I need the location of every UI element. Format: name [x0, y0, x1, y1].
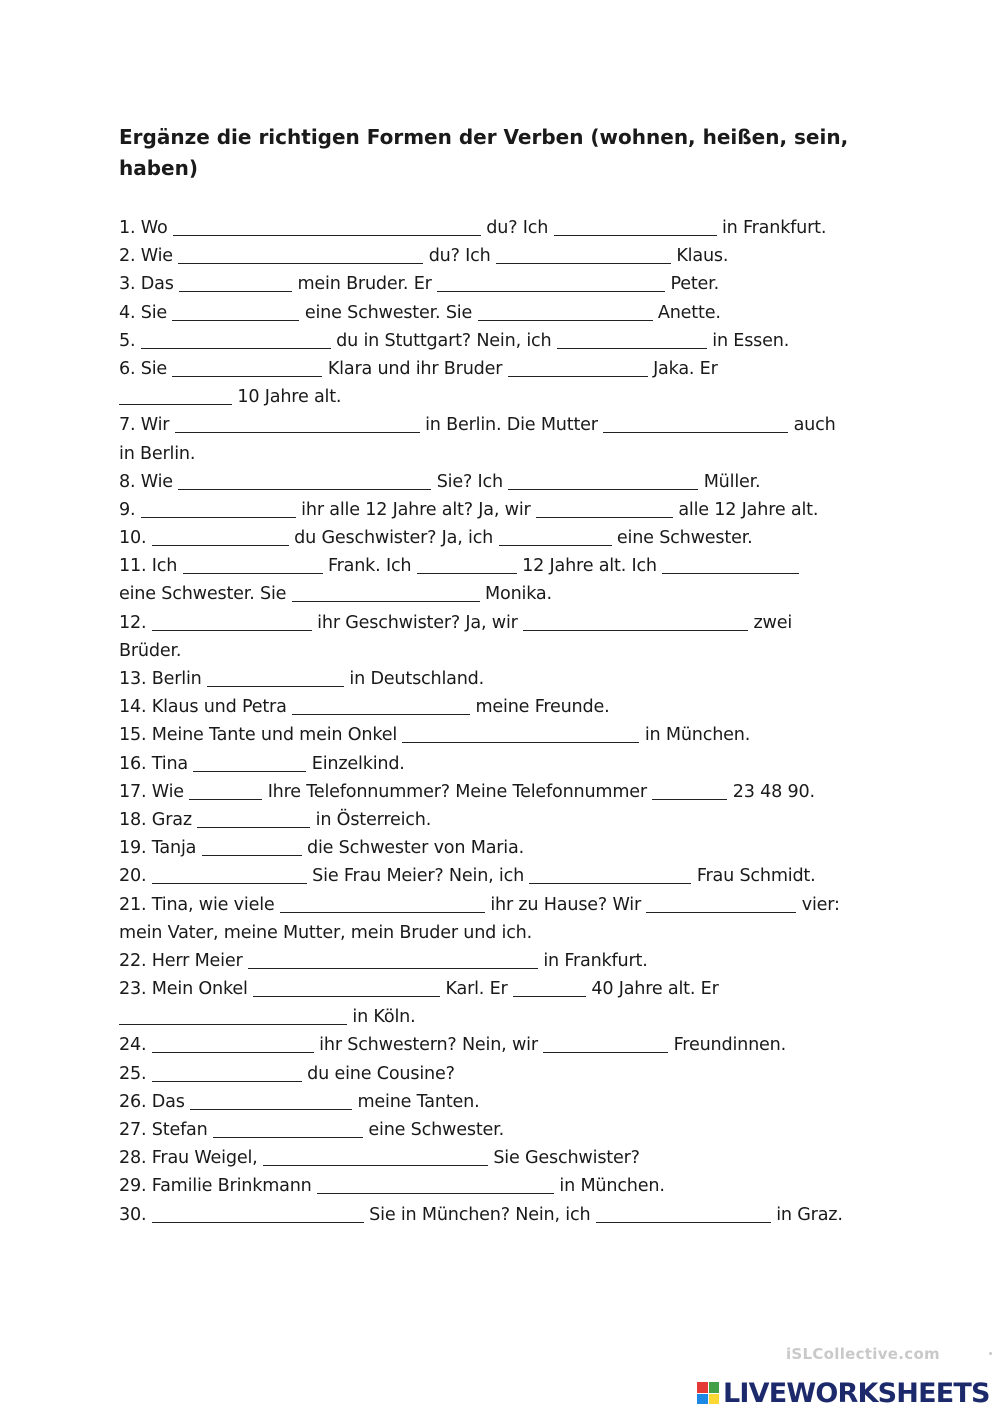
answer-blank[interactable]: [119, 1006, 347, 1025]
answer-blank[interactable]: [172, 358, 322, 377]
exercise-line: [119, 1172, 894, 1200]
exercise-text: 12 Jahre alt. Ich: [516, 556, 663, 577]
exercise-text: 10.: [119, 528, 152, 549]
exercise-line: [119, 411, 894, 439]
exercise-text: 5.: [119, 330, 141, 351]
answer-blank[interactable]: [496, 245, 671, 264]
exercise-text: in Österreich.: [310, 809, 432, 830]
exercise-text: 20.: [119, 866, 152, 887]
logo-square: [697, 1394, 708, 1405]
logo-square: [697, 1382, 708, 1393]
exercise-text: 27. Stefan: [119, 1120, 213, 1140]
exercise-text: Sie Geschwister?: [487, 1148, 640, 1169]
exercise-text: 2. Wie: [119, 246, 179, 267]
exercise-text: mein Bruder. Er: [292, 274, 438, 295]
exercise-text: Sie in München? Nein, ich: [363, 1204, 596, 1225]
exercise-text: Einzelkind.: [306, 753, 405, 774]
exercise-text: ihr zu Hause? Wir: [484, 894, 647, 915]
exercise-text: 23 48 90.: [727, 781, 815, 802]
exercise-text: 29. Familie Brinkmann: [119, 1176, 318, 1197]
exercise-line: [119, 1060, 894, 1088]
exercise-line: [119, 552, 894, 580]
answer-blank[interactable]: [292, 583, 480, 602]
answer-blank[interactable]: [508, 471, 698, 490]
answer-blank[interactable]: [536, 499, 673, 518]
answer-blank[interactable]: [173, 217, 481, 236]
exercise-line: [119, 524, 894, 552]
answer-blank[interactable]: [646, 894, 796, 913]
exercise-text: 40 Jahre alt. Er: [585, 979, 719, 1000]
exercise-line: [119, 862, 894, 890]
exercise-text: 9.: [119, 499, 141, 520]
exercise-text: zwei: [748, 612, 793, 633]
exercise-text: eine Schwester.: [611, 528, 753, 549]
exercise-text: 12.: [119, 612, 152, 633]
answer-blank[interactable]: [152, 1204, 364, 1223]
exercise-line: [119, 891, 894, 919]
answer-blank[interactable]: [202, 837, 302, 856]
exercise-line: [119, 355, 894, 383]
exercise-text: Jaka. Er: [647, 358, 718, 379]
exercise-text: in Berlin.: [119, 443, 196, 464]
answer-blank[interactable]: [253, 978, 440, 997]
exercise-text: in Köln.: [347, 1007, 416, 1028]
exercise-text: Monika.: [479, 584, 552, 605]
answer-blank[interactable]: [172, 302, 299, 321]
exercise-text: 23. Mein Onkel: [119, 979, 254, 1000]
exercise-text: 14. Klaus und Petra: [119, 697, 293, 718]
answer-blank[interactable]: [178, 245, 423, 264]
answer-blank[interactable]: [183, 555, 323, 574]
exercise-line: [119, 580, 894, 608]
exercise-text: auch: [788, 415, 836, 436]
exercise-text: meine Tanten.: [352, 1091, 480, 1112]
answer-blank[interactable]: [141, 330, 331, 349]
answer-blank[interactable]: [508, 358, 648, 377]
exercise-line: [119, 834, 894, 862]
exercise-text: 25.: [119, 1063, 152, 1084]
exercise-text: in München.: [554, 1176, 665, 1197]
answer-blank[interactable]: [152, 1034, 314, 1053]
logo-square: [709, 1382, 720, 1393]
answer-blank[interactable]: [529, 865, 691, 884]
exercise-line: [119, 242, 894, 270]
exercise-line: [119, 1088, 894, 1116]
exercise-text: 30.: [119, 1204, 152, 1225]
exercise-text: du in Stuttgart? Nein, ich: [330, 330, 557, 351]
exercise-text: 16. Tina: [119, 753, 194, 774]
exercise-line: [119, 327, 894, 355]
exercise-line: [119, 778, 894, 806]
exercise-text: 3. Das: [119, 274, 180, 295]
exercise-text: die Schwester von Maria.: [301, 838, 524, 859]
exercise-text: 10 Jahre alt.: [232, 387, 342, 408]
answer-blank[interactable]: [248, 950, 538, 969]
exercise-text: Sie? Ich: [431, 471, 509, 492]
answer-blank[interactable]: [119, 386, 232, 405]
liveworksheets-logo: [697, 1378, 990, 1408]
answer-blank[interactable]: [543, 1034, 668, 1053]
exercise-text: eine Schwester.: [362, 1120, 504, 1140]
exercise-text: eine Schwester. Sie: [299, 302, 478, 323]
exercise-text: ihr Geschwister? Ja, wir: [311, 612, 524, 633]
answer-blank[interactable]: [213, 1119, 363, 1138]
answer-blank[interactable]: [189, 781, 262, 800]
exercise-text: Freundinnen.: [668, 1035, 786, 1056]
exercise-line: [119, 665, 894, 693]
exercise-line: [119, 440, 894, 468]
exercise-text: du eine Cousine?: [301, 1063, 455, 1084]
exercise-line: [119, 496, 894, 524]
exercise-text: Karl. Er: [440, 979, 513, 1000]
exercise-text: 1. Wo: [119, 218, 173, 238]
exercise-list: [119, 214, 894, 1229]
exercise-text: eine Schwester. Sie: [119, 584, 292, 605]
exercise-line: [119, 1144, 894, 1172]
exercise-text: 4. Sie: [119, 302, 173, 323]
exercise-text: vier:: [796, 894, 840, 915]
exercise-text: in Graz.: [770, 1204, 843, 1225]
exercise-text: in Deutschland.: [344, 669, 485, 689]
answer-blank[interactable]: [193, 753, 306, 772]
exercise-text: 18. Graz: [119, 809, 198, 830]
answer-blank[interactable]: [190, 1091, 352, 1110]
answer-blank[interactable]: [207, 668, 344, 687]
exercise-line: [119, 1031, 894, 1059]
answer-blank[interactable]: [152, 1063, 302, 1082]
answer-blank[interactable]: [437, 273, 665, 292]
exercise-text: Anette.: [652, 302, 721, 323]
liveworksheets-logo-icon: [697, 1382, 719, 1404]
exercise-line: [119, 975, 894, 1003]
exercise-text: ihr alle 12 Jahre alt? Ja, wir: [295, 499, 536, 520]
answer-blank[interactable]: [280, 894, 485, 913]
exercise-text: Frank. Ich: [322, 556, 417, 577]
answer-blank[interactable]: [152, 865, 307, 884]
answer-blank[interactable]: [523, 612, 748, 631]
exercise-text: Sie Frau Meier? Nein, ich: [306, 866, 530, 887]
exercise-text: Brüder.: [119, 640, 182, 661]
exercise-text: 17. Wie: [119, 781, 190, 802]
exercise-text: 28. Frau Weigel,: [119, 1148, 263, 1169]
exercise-text: 7. Wir: [119, 415, 175, 436]
exercise-line: [119, 468, 894, 496]
exercise-text: 24.: [119, 1035, 152, 1056]
exercise-text: in München.: [639, 725, 751, 746]
answer-blank[interactable]: [603, 414, 788, 433]
islcollective-watermark: iSLCollective.com: [785, 1345, 940, 1363]
corner-dot: [989, 1352, 992, 1355]
exercise-text: in Frankfurt.: [537, 950, 648, 971]
answer-blank[interactable]: [175, 414, 420, 433]
answer-blank[interactable]: [652, 781, 727, 800]
worksheet-title: Ergänze die richtigen Formen der Verben (wohnen, heißen, sein, haben): [119, 125, 849, 180]
answer-blank[interactable]: [417, 555, 517, 574]
answer-blank[interactable]: [178, 471, 431, 490]
exercise-text: Frau Schmidt.: [691, 866, 816, 887]
exercise-line: [119, 270, 894, 298]
exercise-line: [119, 919, 894, 947]
exercise-text: 11. Ich: [119, 556, 183, 577]
exercise-text: 6. Sie: [119, 358, 173, 379]
exercise-line: [119, 299, 894, 327]
liveworksheets-brand-text: LIVEWORKSHEETS: [723, 1377, 990, 1409]
exercise-text: 21. Tina, wie viele: [119, 894, 280, 915]
exercise-line: [119, 609, 894, 637]
answer-blank[interactable]: [478, 302, 653, 321]
exercise-line: [119, 214, 894, 242]
exercise-text: 15. Meine Tante und mein Onkel: [119, 725, 403, 746]
answer-blank[interactable]: [152, 527, 289, 546]
exercise-line: [119, 947, 894, 975]
exercise-text: 22. Herr Meier: [119, 950, 248, 971]
exercise-line: [119, 637, 894, 665]
exercise-text: 13. Berlin: [119, 669, 208, 689]
exercise-text: meine Freunde.: [470, 697, 610, 718]
exercise-line: [119, 1003, 894, 1031]
exercise-text: 19. Tanja: [119, 838, 202, 859]
exercise-line: [119, 1201, 894, 1229]
exercise-text: in Frankfurt.: [716, 218, 827, 238]
exercise-text: in Essen.: [706, 330, 790, 351]
exercise-text: Müller.: [698, 471, 761, 492]
exercise-text: alle 12 Jahre alt.: [672, 499, 819, 520]
answer-blank[interactable]: [197, 809, 310, 828]
exercise-text: ihr Schwestern? Nein, wir: [313, 1035, 544, 1056]
exercise-line: [119, 806, 894, 834]
answer-blank[interactable]: [557, 330, 707, 349]
exercise-text: du? Ich: [480, 218, 554, 238]
exercise-line: [119, 750, 894, 778]
exercise-line: [119, 1116, 894, 1144]
answer-blank[interactable]: [554, 217, 717, 236]
exercise-text: 26. Das: [119, 1091, 191, 1112]
answer-blank[interactable]: [596, 1204, 771, 1223]
answer-blank[interactable]: [499, 527, 612, 546]
answer-blank[interactable]: [263, 1147, 488, 1166]
exercise-text: mein Vater, meine Mutter, mein Bruder und ich.: [119, 922, 533, 943]
exercise-text: in Berlin. Die Mutter: [419, 415, 604, 436]
answer-blank[interactable]: [662, 555, 799, 574]
exercise-text: Klara und ihr Bruder: [322, 358, 508, 379]
exercise-line: [119, 693, 894, 721]
logo-square: [709, 1394, 720, 1405]
exercise-text: 8. Wie: [119, 471, 179, 492]
answer-blank[interactable]: [292, 696, 470, 715]
exercise-text: Klaus.: [670, 246, 729, 267]
answer-blank[interactable]: [179, 273, 292, 292]
answer-blank[interactable]: [152, 612, 312, 631]
exercise-line: [119, 721, 894, 749]
exercise-line: [119, 383, 894, 411]
exercise-text: du Geschwister? Ja, ich: [288, 528, 499, 549]
exercise-text: du? Ich: [423, 246, 496, 267]
answer-blank[interactable]: [513, 978, 586, 997]
answer-blank[interactable]: [402, 724, 639, 743]
exercise-text: Peter.: [665, 274, 719, 295]
exercise-text: Ihre Telefonnummer? Meine Telefonnummer: [262, 781, 653, 802]
answer-blank[interactable]: [141, 499, 296, 518]
answer-blank[interactable]: [317, 1175, 554, 1194]
